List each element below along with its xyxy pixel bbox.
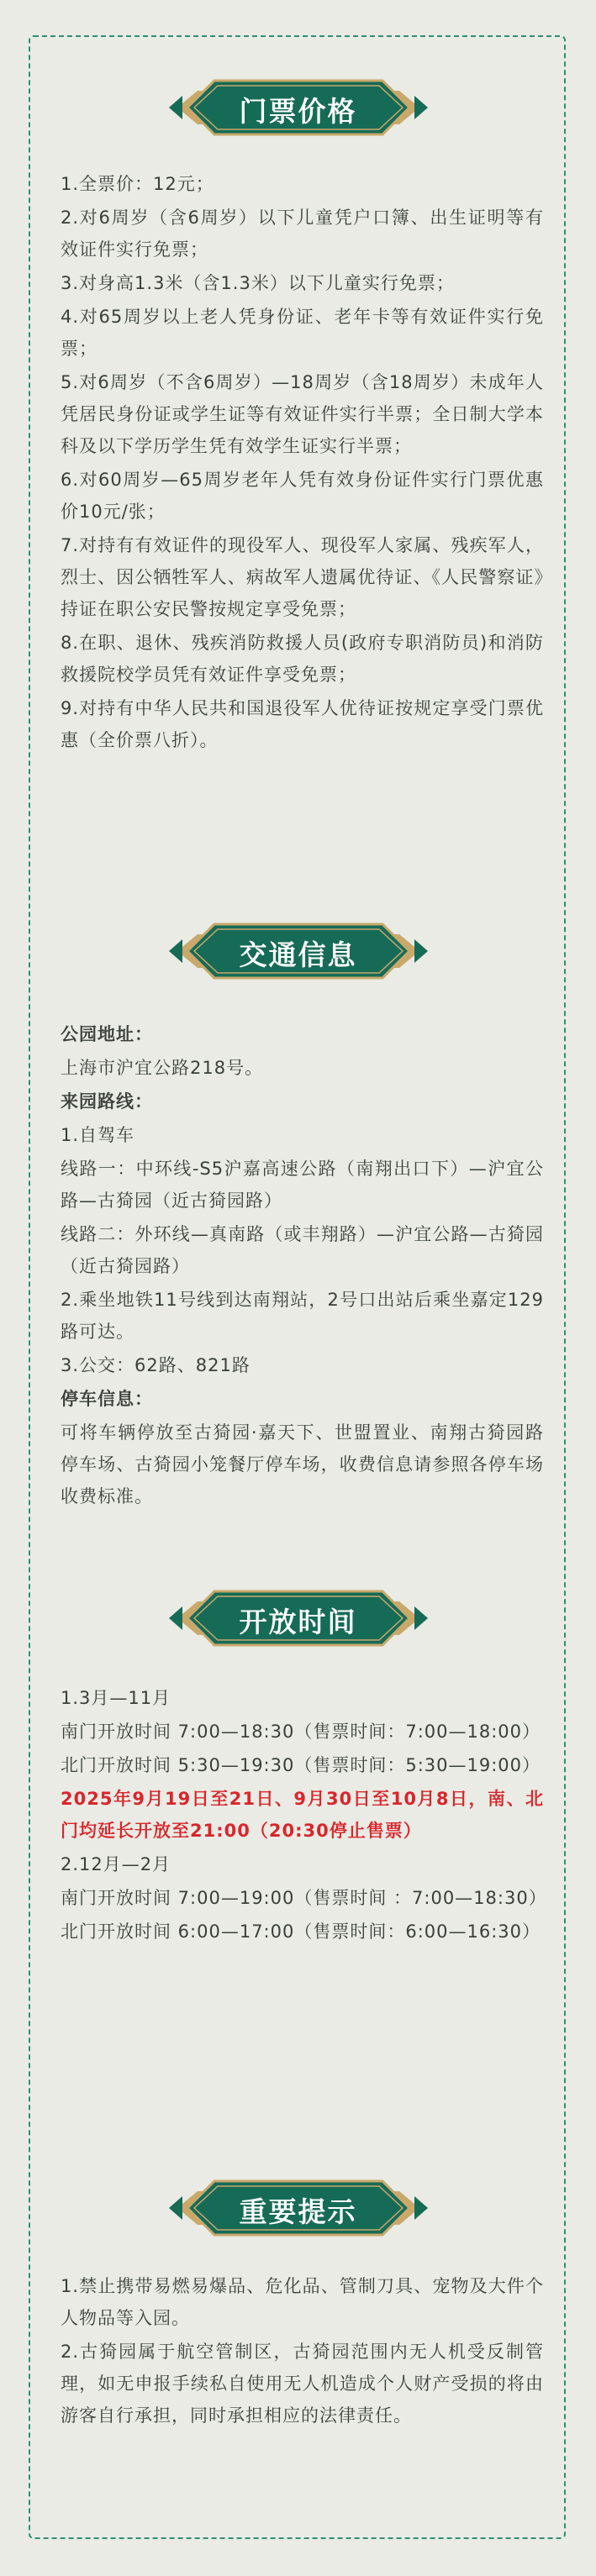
ticket-item: 3.对身高1.3米（含1.3米）以下儿童实行免票； [61,273,455,293]
hours-line: 1.3月—11月 [61,1688,171,1708]
hours-heading: 开放时间 [239,1606,357,1638]
ticket-item: 8.在职、退休、残疾消防救援人员(政府专职消防员)和消防救援院校学员凭有效证件享受免票； [61,633,544,685]
notice-heading: 重要提示 [239,2195,357,2228]
notice-banner [164,2174,433,2242]
route-line: 2.乘坐地铁11号线到达南翔站，2号口出站后乘坐嘉定129路可达。 [61,1290,544,1342]
ticket-item: 7.对持有有效证件的现役军人、现役军人家属、残疾军人，烈士、因公牺牲军人、病故军人遗属优待证、《人民警察证》持证在职公安民警按规定享受免票； [61,535,544,619]
hours-line: 北门开放时间 5:30—19:30（售票时间：5:30—19:00） [61,1755,541,1775]
hours-section [61,1682,547,1949]
ticket-price-section [61,168,544,758]
address-value: 上海市沪宜公路218号。 [61,1058,264,1078]
hours-banner [164,1585,433,1652]
parking-info: 可将车辆停放至古猗园·嘉天下、世盟置业、南翔古猗园路停车场、古猗园小笼餐厅停车场，收费信息请参照各停车场收费标准。 [61,1422,544,1506]
ticket-price-banner [164,74,433,141]
traffic-heading: 交通信息 [239,938,357,971]
notice-item: 1.禁止携带易燃易爆品、危化品、管制刀具、宠物及大件个人物品等入园。 [61,2276,544,2328]
notice-item: 2.古猗园属于航空管制区，古猗园范围内无人机受反制管理，如无申报手续私自使用无人机造成个人财产受损的将由游客自行承担，同时承担相应的法律责任。 [61,2342,544,2426]
routes-label: 来园路线： [61,1091,153,1112]
ticket-price-heading: 门票价格 [239,95,357,128]
traffic-section [61,1018,544,1514]
route-line: 1.自驾车 [61,1125,135,1145]
parking-label: 停车信息： [61,1389,153,1409]
hours-line: 南门开放时间 7:00—18:30（售票时间：7:00—18:00） [61,1722,541,1742]
route-line: 线路一：中环线-S5沪嘉高速公路（南翔出口下）—沪宜公路—古猗园（近古猗园路） [61,1159,544,1211]
ticket-item: 1.全票价：12元； [61,174,214,194]
ticket-item: 9.对持有中华人民共和国退役军人优待证按规定享受门票优惠（全价票八折）。 [61,698,544,750]
extended-hours-notice: 2025年9月19日至21日、9月30日至10月8日，南、北门均延长开放至21:00（20:30停止售票） [61,1789,544,1841]
traffic-banner [164,917,433,985]
route-line: 线路二：外环线—真南路（或丰翔路）—沪宜公路—古猗园（近古猗园路） [61,1224,544,1276]
ticket-item: 4.对65周岁以上老人凭身份证、老年卡等有效证件实行免票； [61,307,544,359]
hours-line: 南门开放时间 7:00—19:00（售票时间 ：7:00—18:30） [61,1888,547,1908]
ticket-item: 6.对60周岁—65周岁老年人凭有效身份证件实行门票优惠价10元/张； [61,470,544,522]
route-line: 3.公交：62路、821路 [61,1355,251,1375]
hours-line: 2.12月—2月 [61,1854,171,1874]
address-label: 公园地址： [61,1024,153,1044]
ticket-item: 2.对6周岁（含6周岁）以下儿童凭户口簿、出生证明等有效证件实行免票； [61,208,544,260]
hours-line: 北门开放时间 6:00—17:00（售票时间：6:00—16:30） [61,1921,541,1942]
ticket-item: 5.对6周岁（不含6周岁）—18周岁（含18周岁）未成年人凭居民身份证或学生证等有效证件实行半票；全日制大学本科及以下学历学生凭有效学生证实行半票； [61,372,544,456]
notice-section [61,2270,544,2433]
